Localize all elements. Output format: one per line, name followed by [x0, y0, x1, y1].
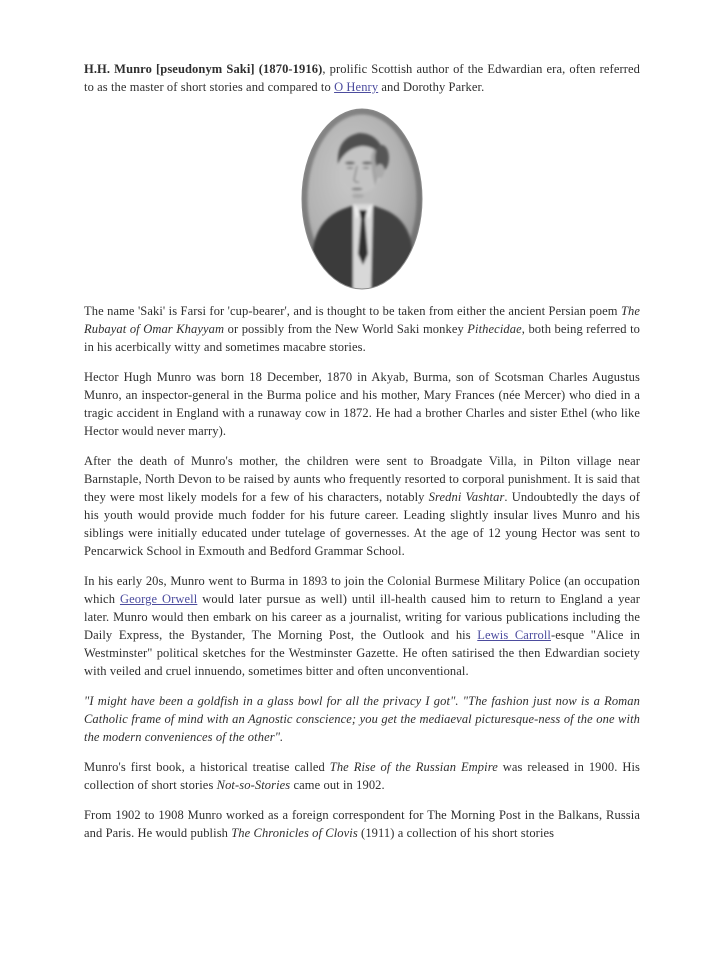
correspondent-text-2: (1911) a collection of his short stories: [357, 826, 555, 840]
birth-text: Hector Hugh Munro was born 18 December, 1870 in Akyab, Burma, son of Scotsman Charles Augustus Munro, an inspector-general in the Burma police and his mother, Mary Frances (née Mercer) who died in a tragic accident in England with a runaway cow in 1872. He had a brother Charles and sister Ethel (who like Hector would never marry).: [84, 370, 640, 438]
chronicles-of-clovis-title: The Chronicles of Clovis: [231, 826, 358, 840]
career-text-2: would later pursue as well) until ill-health caused him to return to England a year later. Munro would then embark on his career as a journalist, writing for various publications including the Daily Express, the Bystander, The Morning Post, the Outlook and his: [84, 592, 641, 642]
correspondent-paragraph: [84, 806, 640, 842]
saki-name-paragraph: [84, 302, 640, 356]
first-book-text-3: came out in 1902.: [290, 778, 385, 792]
lewis-carroll-link[interactable]: Lewis Carroll: [477, 628, 551, 642]
intro-text-2: and Dorothy Parker.: [378, 80, 485, 94]
childhood-text-1: After the death of Munro's mother, the children were sent to Broadgate Villa, in Pilton village near Barnstaple, North Devon to be raised by aunts who frequently resorted to corporal punishment. It is said that they were most likely models for a few of his characters, notably: [84, 454, 640, 504]
career-paragraph: [84, 572, 640, 680]
author-name-bold: H.H. Munro [pseudonym Saki] (1870-1916): [84, 62, 323, 76]
russian-empire-title: The Rise of the Russian Empire: [329, 760, 498, 774]
rubayat-title: The Rubayat of Omar Khayyam: [84, 304, 640, 336]
quote-paragraph: [84, 692, 640, 746]
saki-name-text-3: , both being referred to in his acerbically witty and sometimes macabre stories.: [84, 322, 640, 354]
pithecidae-term: Pithecidae: [467, 322, 522, 336]
first-book-text-2: was released in 1900. His collection of short stories: [84, 760, 640, 792]
correspondent-text-1: From 1902 to 1908 Munro worked as a foreign correspondent for The Morning Post in the Balkans, Russia and Paris. He would publish: [84, 808, 640, 840]
george-orwell-link[interactable]: George Orwell: [119, 592, 198, 606]
first-book-paragraph: [84, 758, 640, 794]
saki-name-text-1: The name 'Saki' is Farsi for 'cup-bearer', and is thought to be taken from either the ancient Persian poem: [84, 304, 621, 318]
saki-name-text-2: or possibly from the New World Saki monkey: [224, 322, 468, 336]
childhood-text-2: . Undoubtedly the days of his youth would provide much fodder for his future career. Leading slightly insular lives Munro and his siblings were initially educated under tutelage of governesses. At the age of 12 young Hector was sent to Pencarwick School in Exmouth and Bedford Grammar School.: [84, 490, 640, 558]
o-henry-link[interactable]: O Henry: [334, 80, 379, 94]
portrait-container: [301, 108, 423, 290]
intro-paragraph: [84, 60, 640, 96]
sredni-vashtar-title: Sredni Vashtar: [428, 490, 505, 504]
intro-text-1: , prolific Scottish author of the Edwardian era, often referred to as the master of short stories and compared to: [84, 62, 640, 94]
not-so-stories-title: Not-so-Stories: [216, 778, 291, 792]
portrait-photo: [301, 108, 423, 290]
quote-text: "I might have been a goldfish in a glass bowl for all the privacy I got". "The fashion just now is a Roman Catholic frame of mind with an Agnostic conscience; you get the mediaeval picturesque-ness of the one with the modern conveniences of the other".: [84, 694, 640, 744]
birth-paragraph: [84, 368, 640, 440]
career-text-1: In his early 20s, Munro went to Burma in 1893 to join the Colonial Burmese Military Police (an occupation which: [84, 574, 640, 606]
career-text-3: -esque "Alice in Westminster" political sketches for the Westminster Gazette. He often satirised the then Edwardian society with veiled and cruel innuendo, sometimes bitter and often unconventional.: [84, 628, 640, 678]
childhood-paragraph: [84, 452, 640, 560]
first-book-text-1: Munro's first book, a historical treatise called: [84, 760, 330, 774]
